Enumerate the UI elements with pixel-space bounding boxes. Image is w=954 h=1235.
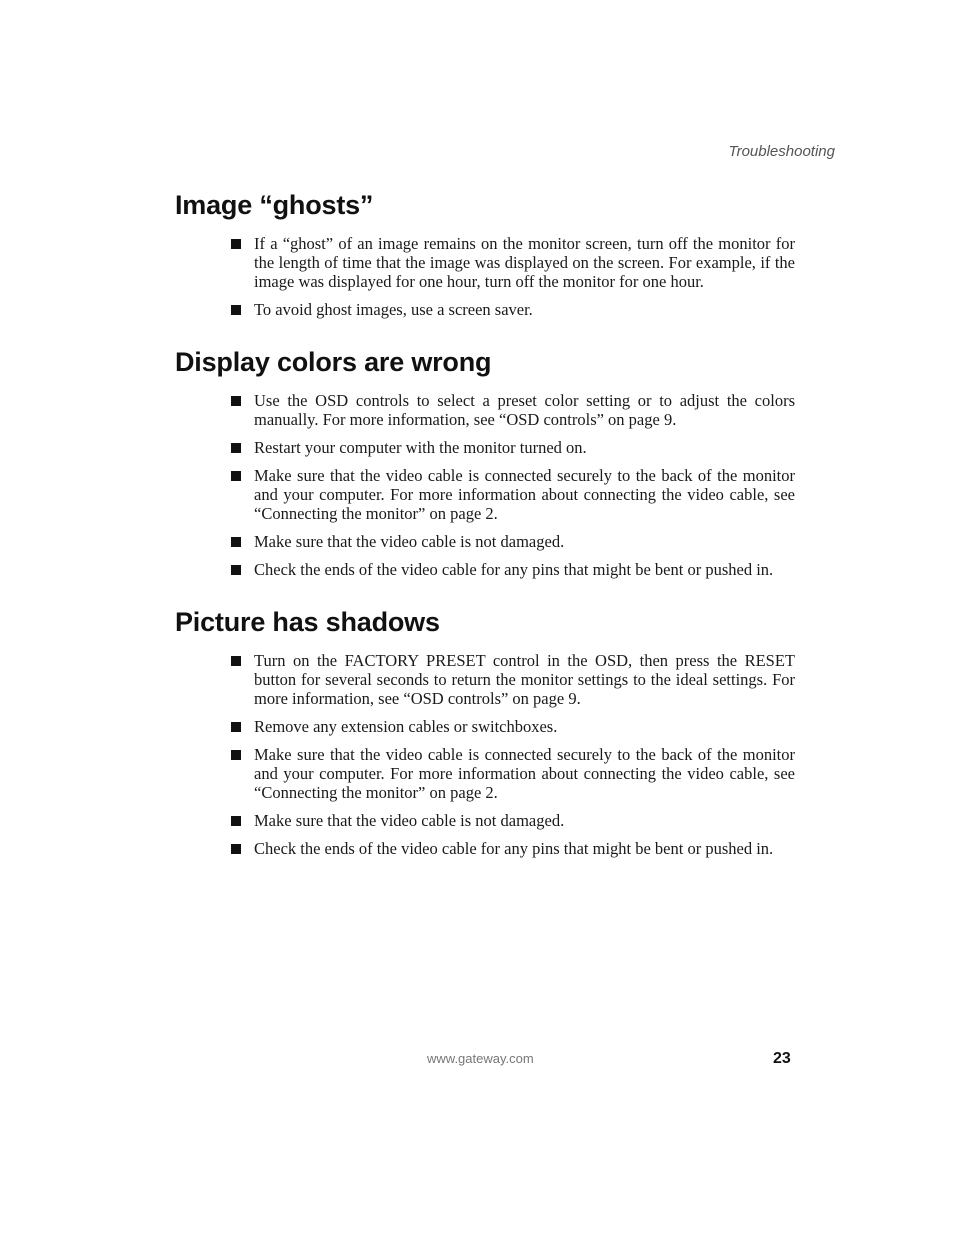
list-item bbox=[175, 234, 795, 291]
square-bullet-icon bbox=[231, 656, 241, 666]
footer-url: www.gateway.com bbox=[427, 1051, 534, 1066]
list-item-text: Make sure that the video cable is connected securely to the back of the monitor and your computer. For more information about connecting the video cable, see “Connecting the monitor” on page 2. bbox=[254, 466, 795, 523]
list-item-text: Restart your computer with the monitor turned on. bbox=[254, 438, 587, 457]
square-bullet-icon bbox=[231, 239, 241, 249]
list-item bbox=[175, 438, 795, 457]
list-item-text: Make sure that the video cable is connected securely to the back of the monitor and your computer. For more information about connecting the video cable, see “Connecting the monitor” on page 2. bbox=[254, 745, 795, 802]
list-item bbox=[175, 717, 795, 736]
list-item-text: Use the OSD controls to select a preset color setting or to adjust the colors manually. For more information, see “OSD controls” on page 9. bbox=[254, 391, 795, 429]
section-heading: Image “ghosts” bbox=[175, 190, 374, 220]
section-heading: Picture has shadows bbox=[175, 607, 440, 637]
running-header: Troubleshooting bbox=[728, 143, 835, 160]
bullet-list bbox=[175, 234, 795, 319]
list-item bbox=[175, 745, 795, 802]
bullet-list bbox=[175, 391, 795, 579]
square-bullet-icon bbox=[231, 844, 241, 854]
square-bullet-icon bbox=[231, 396, 241, 406]
list-item bbox=[175, 560, 795, 579]
square-bullet-icon bbox=[231, 471, 241, 481]
list-item-text: Make sure that the video cable is not damaged. bbox=[254, 811, 565, 830]
section-image-ghosts bbox=[175, 186, 795, 319]
list-item-text: Check the ends of the video cable for any pins that might be bent or pushed in. bbox=[254, 839, 774, 858]
section-heading: Display colors are wrong bbox=[175, 347, 492, 377]
list-item bbox=[175, 466, 795, 523]
list-item bbox=[175, 391, 795, 429]
square-bullet-icon bbox=[231, 305, 241, 315]
list-item-text: Make sure that the video cable is not damaged. bbox=[254, 532, 565, 551]
page-content bbox=[175, 186, 795, 882]
list-item bbox=[175, 300, 795, 319]
section-picture-shadows bbox=[175, 603, 795, 858]
page-number: 23 bbox=[773, 1050, 791, 1067]
section-display-colors bbox=[175, 343, 795, 579]
square-bullet-icon bbox=[231, 443, 241, 453]
list-item bbox=[175, 532, 795, 551]
square-bullet-icon bbox=[231, 816, 241, 826]
square-bullet-icon bbox=[231, 750, 241, 760]
list-item-text: Remove any extension cables or switchboxes. bbox=[254, 717, 558, 736]
list-item bbox=[175, 811, 795, 830]
square-bullet-icon bbox=[231, 565, 241, 575]
list-item-text: Turn on the FACTORY PRESET control in the OSD, then press the RESET button for several seconds to return the monitor settings to the ideal settings. For more information, see “OSD controls” on page 9. bbox=[254, 651, 795, 708]
list-item-text: If a “ghost” of an image remains on the monitor screen, turn off the monitor for the length of time that the image was displayed on the screen. For example, if the image was displayed for one hour, turn off the monitor for one hour. bbox=[254, 234, 795, 291]
list-item-text: Check the ends of the video cable for any pins that might be bent or pushed in. bbox=[254, 560, 774, 579]
square-bullet-icon bbox=[231, 537, 241, 547]
list-item bbox=[175, 651, 795, 708]
square-bullet-icon bbox=[231, 722, 241, 732]
bullet-list bbox=[175, 651, 795, 858]
list-item bbox=[175, 839, 795, 858]
list-item-text: To avoid ghost images, use a screen saver. bbox=[254, 300, 533, 319]
